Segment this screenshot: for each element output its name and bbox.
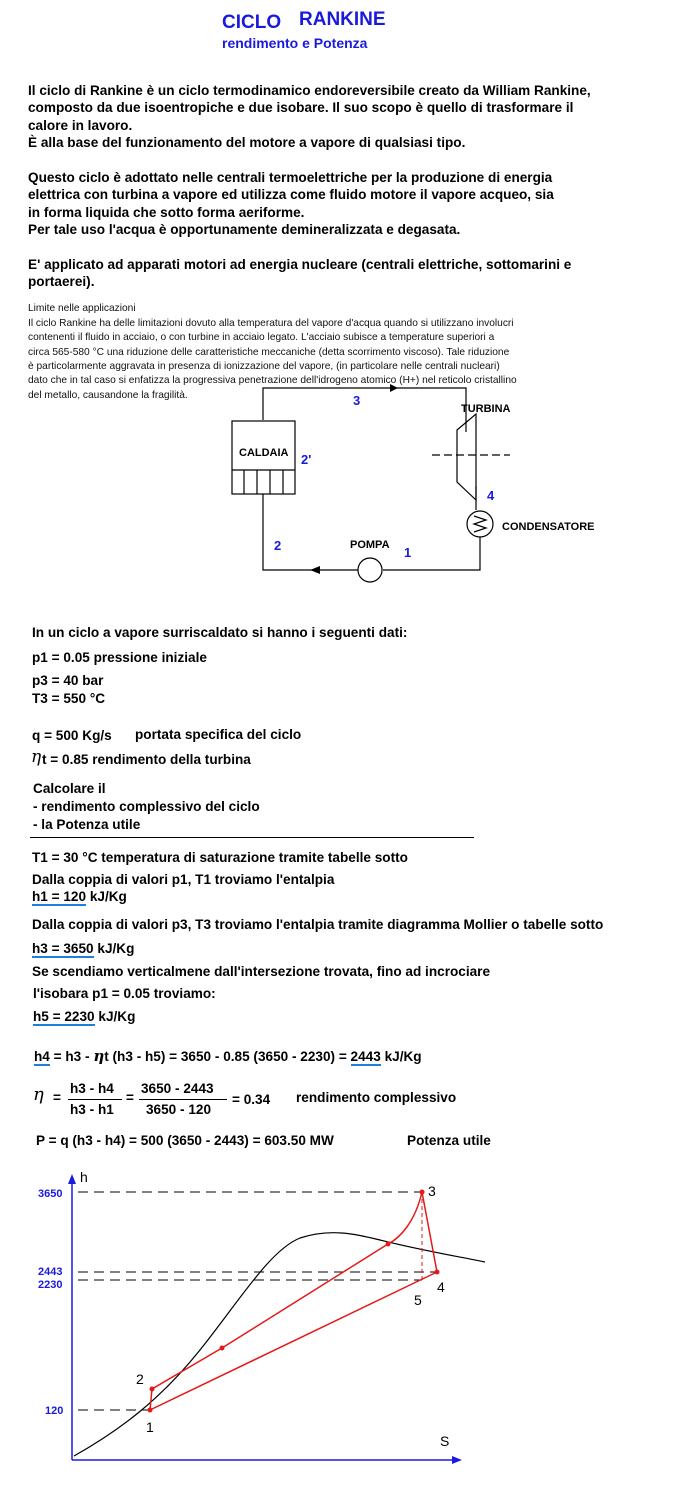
- point-2: [150, 1387, 155, 1392]
- point-1: [148, 1408, 153, 1413]
- label-point-2: 2: [136, 1371, 144, 1387]
- pump-circle: [358, 558, 382, 582]
- point-3: [420, 1190, 425, 1195]
- node-4: 4: [487, 488, 495, 503]
- rankine-schematic: [0, 0, 674, 600]
- sol-t1: T1 = 30 °C temperatura di saturazione tramite tabelle sotto: [32, 850, 408, 865]
- label-turbina: TURBINA: [461, 403, 511, 415]
- node-2p: 2': [301, 452, 312, 467]
- intro-line: È alla base del funzionamento del motore a vapore di qualsiasi tipo.: [28, 135, 466, 150]
- eff-desc: rendimento complessivo: [296, 1090, 457, 1105]
- given-intro: In un ciclo a vapore surriscaldato si hanno i seguenti dati:: [32, 625, 408, 640]
- label-point-1: 1: [146, 1419, 154, 1435]
- node-2: 2: [274, 538, 282, 553]
- cycle-path: [150, 1192, 437, 1410]
- h4-formula: t (h3 - h5) = 3650 - 0.85 (3650 - 2230) =: [104, 1049, 351, 1064]
- intro-line: Il ciclo di Rankine è un ciclo termodinamico endoreversibile creato da William Rankine,: [28, 82, 591, 98]
- pipe-top: [263, 388, 466, 432]
- eff-den1: h3 - h1: [70, 1102, 114, 1117]
- point-2p: [220, 1346, 225, 1351]
- page-subtitle: rendimento e Potenza: [222, 35, 368, 51]
- sol-h4: [34, 1047, 422, 1065]
- axis-h-label: h: [80, 1169, 88, 1185]
- given-q: q = 500 Kg/s: [32, 728, 112, 743]
- tick-3650: 3650: [38, 1188, 63, 1200]
- h1-unit: kJ/Kg: [86, 889, 127, 904]
- h5-unit: kJ/Kg: [94, 1009, 136, 1024]
- intro-line: calore in lavoro.: [28, 117, 133, 133]
- label-pompa: POMPA: [350, 539, 390, 551]
- eta-symbol: η: [31, 747, 42, 767]
- sol-l3: Se scendiamo verticalmene dall'intersezione trovata, fino ad incrociare: [32, 964, 491, 979]
- eff-frac1: [68, 1099, 122, 1100]
- intro-line: elettrica con turbina a vapore ed utilizza come fluido motore il vapore acqueo, sia: [28, 187, 554, 202]
- axis-h-arrow: [68, 1174, 76, 1184]
- tick-120: 120: [45, 1405, 64, 1417]
- arrow-top: [390, 384, 398, 392]
- h5-value: h5 = 2230: [33, 1009, 95, 1024]
- h4-eq: = h3 -: [49, 1049, 94, 1064]
- pipe-condenser-pump: [383, 537, 480, 570]
- page-title-rankine: RANKINE: [299, 9, 386, 30]
- given-eta: t = 0.85 rendimento della turbina: [42, 752, 251, 767]
- node-3: 3: [353, 393, 361, 408]
- intro-line: in forma liquida che sotto forma aeriforme.: [28, 204, 305, 220]
- eff-eq2: =: [126, 1090, 134, 1105]
- divider: [30, 837, 474, 838]
- power-formula: P = q (h3 - h4) = 500 (3650 - 2443) = 603.50 MW: [36, 1133, 334, 1148]
- condenser-coil: [474, 516, 486, 532]
- axis-s-arrow: [452, 1456, 462, 1464]
- node-1: 1: [404, 545, 412, 560]
- h4-value: 2443: [350, 1049, 381, 1064]
- label-point-4: 4: [437, 1279, 445, 1295]
- eff-num2: 3650 - 2443: [141, 1081, 214, 1096]
- given-q-desc: portata specifica del ciclo: [135, 727, 302, 742]
- limits-line: è particolarmente aggravata in presenza di ionizzazione del vapore, (in particolare nelle centrali nucleari): [28, 361, 500, 373]
- h3-unit: kJ/Kg: [93, 941, 135, 956]
- page-title-ciclo: CICLO: [222, 12, 282, 33]
- intro-line: composto da due isoentropiche e due isobare. Il suo scopo è quello di trasformare il: [28, 100, 574, 115]
- limits-line: Limite nelle applicazioni: [28, 303, 136, 315]
- arrow-bottom: [310, 566, 320, 574]
- limits-line: dato che in tal caso si enfatizza la progressiva penetrazione dell'idrogeno atomico (H+) nel reticolo cristallino: [28, 375, 517, 387]
- h4-unit: kJ/Kg: [380, 1049, 422, 1064]
- intro-line: E' applicato ad apparati motori ad energia nucleare (centrali elettriche, sottomarini e: [28, 256, 572, 272]
- pipe-pump-boiler: [263, 494, 358, 570]
- axis-s-label: S: [440, 1433, 450, 1449]
- h4-eta: η: [93, 1047, 105, 1065]
- intro-line: portaerei).: [28, 274, 95, 289]
- eff-eq1: =: [53, 1090, 61, 1105]
- ask-1: Calcolare il: [33, 781, 106, 796]
- ask-3: - la Potenza utile: [33, 817, 141, 832]
- eff-result: = 0.34: [232, 1092, 271, 1107]
- label-condensatore: CONDENSATORE: [502, 521, 595, 533]
- saturation-curve: [74, 1233, 485, 1456]
- hs-diagram: [0, 1160, 674, 1502]
- h4-label: h4: [34, 1049, 50, 1064]
- label-caldaia: CALDAIA: [239, 447, 289, 459]
- limits-line: circa 565-580 °C una riduzione delle caratteristiche meccaniche (detta scorrimento viscoso). Tale riduzione: [28, 346, 510, 358]
- eff-num1: h3 - h4: [70, 1081, 114, 1096]
- sol-l4: l'isobara p1 = 0.05 troviamo:: [33, 986, 216, 1001]
- limits-line: contenenti il fluido in acciaio, o con turbine in acciaio legato. L'acciaio subisce a temperature superiori a: [28, 332, 495, 344]
- label-point-5: 5: [414, 1292, 422, 1308]
- given-p1: p1 = 0.05 pressione iniziale: [32, 650, 207, 665]
- h3-value: h3 = 3650: [32, 941, 94, 956]
- sol-h3: [32, 941, 134, 956]
- sol-l2: Dalla coppia di valori p3, T3 troviamo l'entalpia tramite diagramma Mollier o tabelle sotto: [32, 917, 604, 932]
- power-desc: Potenza utile: [407, 1133, 491, 1148]
- h1-value: h1 = 120: [32, 889, 87, 904]
- limits-line: del metallo, causandone la fragilità.: [28, 389, 188, 401]
- eff-eta: η: [33, 1084, 44, 1105]
- ask-2: - rendimento complessivo del ciclo: [33, 799, 260, 814]
- given-t3: T3 = 550 °C: [32, 691, 106, 706]
- point-4: [435, 1270, 440, 1275]
- intro-line: Questo ciclo è adottato nelle centrali termoelettriche per la produzione di energia: [28, 169, 553, 185]
- condenser-circle: [467, 511, 493, 537]
- tick-2443: 2443: [38, 1266, 63, 1278]
- eff-frac2: [139, 1099, 227, 1100]
- label-point-3: 3: [428, 1183, 436, 1199]
- sol-l1: Dalla coppia di valori p1, T1 troviamo l'entalpia: [32, 872, 335, 887]
- eff-den2: 3650 - 120: [146, 1102, 212, 1117]
- sol-h5: [33, 1009, 135, 1024]
- intro-line: Per tale uso l'acqua è opportunamente demineralizzata e degasata.: [28, 222, 461, 237]
- point-sat: [386, 1242, 391, 1247]
- sol-h1: [32, 889, 127, 904]
- limits-line: Il ciclo Rankine ha delle limitazioni dovuto alla temperatura del vapore d'acqua quando si utilizzano involucri: [28, 317, 514, 329]
- tick-2230: 2230: [38, 1279, 63, 1291]
- given-p3: p3 = 40 bar: [32, 673, 104, 688]
